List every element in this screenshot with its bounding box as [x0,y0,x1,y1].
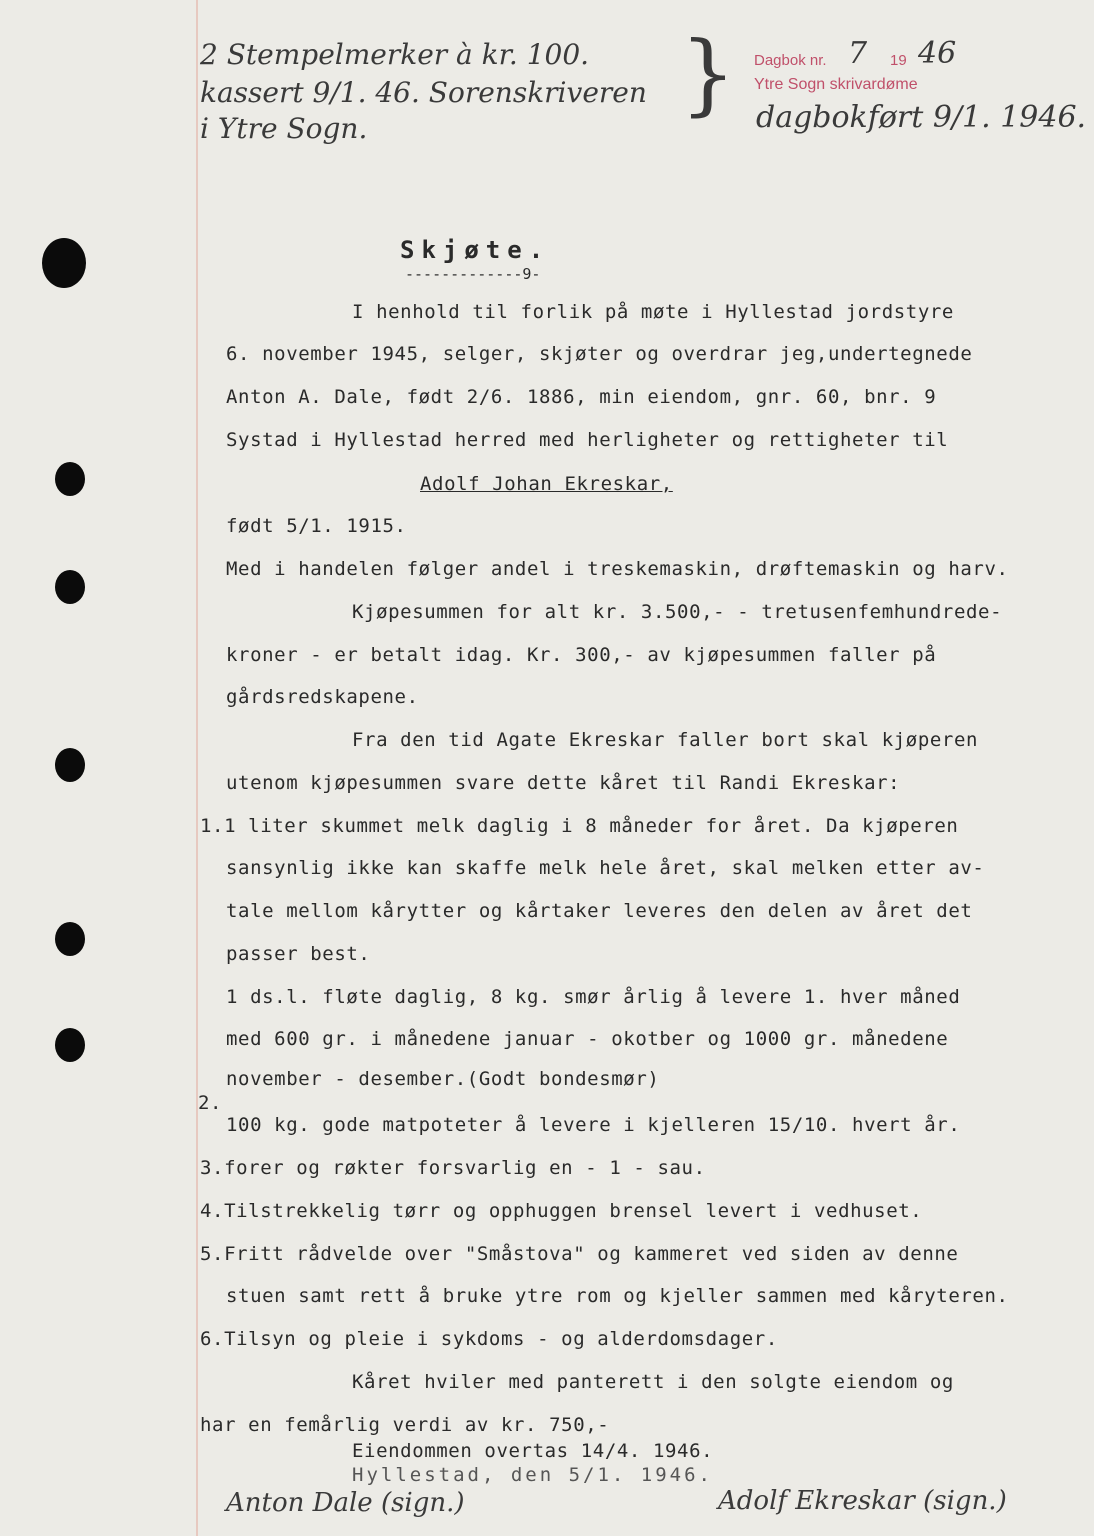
text-line: november - desember.(Godt bondesmør) [226,1068,660,1090]
text-line: 3.forer og røkter forsvarlig en - 1 - sau. [200,1157,706,1179]
page-title: Skjøte. [400,236,551,264]
stamp-year-suffix: 46 [918,36,957,71]
text-line: med 600 gr. i månedene januar - okotber og 1000 gr. månedene [226,1028,949,1050]
text-line: har en femårlig verdi av kr. 750,- [200,1414,610,1436]
handwritten-note-line-3: i Ytre Sogn. [200,112,368,145]
text-line: Kjøpesummen for alt kr. 3.500,- - tretusenfemhundrede- [352,601,1003,623]
signature-left: Anton Dale (sign.) [226,1488,465,1518]
handwritten-note-line-1: 2 Stempelmerker à kr. 100. [200,38,590,71]
stamp-year-prefix: 19 [890,52,907,69]
punch-hole-1 [42,238,86,288]
handwritten-note-line-2: kassert 9/1. 46. Sorenskriveren [200,76,647,109]
text-line: Systad i Hyllestad herred med herligheter og rettigheter til [226,429,949,451]
list-number: 2. [198,1092,223,1114]
margin-line [196,0,198,1536]
stamp-dagbok-label: Dagbok nr. [754,52,827,69]
bracket-icon: } [680,22,736,125]
stamp-dagbokfort: dagbokført 9/1. 1946. [756,100,1087,135]
signature-right: Adolf Ekreskar (sign.) [718,1486,1007,1516]
stamp-dagbok-number: 7 [848,36,868,71]
place-date: Hyllestad, den 5/1. 1946. [352,1464,713,1486]
title-underline: -------------9- [405,265,541,283]
punch-hole-5 [55,922,85,956]
text-line: Anton A. Dale, født 2/6. 1886, min eiendom, gnr. 60, bnr. 9 [226,386,937,408]
text-line: gårdsredskapene. [226,686,419,708]
text-line: 6.Tilsyn og pleie i sykdoms - og alderdomsdager. [200,1328,778,1350]
text-line: Eiendommen overtas 14/4. 1946. [352,1440,714,1462]
punch-hole-6 [55,1028,85,1062]
text-line: 1.1 liter skummet melk daglig i 8 måneder for året. Da kjøperen [200,815,959,837]
text-line: 100 kg. gode matpoteter å levere i kjelleren 15/10. hvert år. [226,1114,961,1136]
punch-hole-2 [55,462,85,496]
text-line: Fra den tid Agate Ekreskar faller bort skal kjøperen [352,729,979,751]
text-line: I henhold til forlik på møte i Hyllestad jordstyre [352,301,954,323]
text-line: Med i handelen følger andel i treskemaskin, drøftemaskin og harv. [226,558,1009,580]
text-line: passer best. [226,943,371,965]
punch-hole-3 [55,570,85,604]
text-line: 4.Tilstrekkelig tørr og opphuggen brensel levert i vedhuset. [200,1200,923,1222]
text-line: sansynlig ikke kan skaffe melk hele året, skal melken etter av- [226,857,985,879]
text-line: 5.Fritt rådvelde over "Småstova" og kammeret ved siden av denne [200,1243,959,1265]
text-line: stuen samt rett å bruke ytre rom og kjeller sammen med kåryteren. [226,1285,1009,1307]
stamp-office: Ytre Sogn skrivardøme [754,76,918,93]
text-line: født 5/1. 1915. [226,515,407,537]
text-line: 6. november 1945, selger, skjøter og overdrar jeg,undertegnede [226,343,973,365]
punch-hole-4 [55,748,85,782]
text-line: 1 ds.l. fløte daglig, 8 kg. smør årlig å levere 1. hver måned [226,986,961,1008]
text-line: Kåret hviler med panterett i den solgte eiendom og [352,1371,954,1393]
text-line: kroner - er betalt idag. Kr. 300,- av kjøpesummen faller på [226,644,937,666]
buyer-name: Adolf Johan Ekreskar, [420,473,673,495]
text-line: tale mellom kårytter og kårtaker leveres den delen av året det [226,900,973,922]
text-line: utenom kjøpesummen svare dette kåret til Randi Ekreskar: [226,772,901,794]
